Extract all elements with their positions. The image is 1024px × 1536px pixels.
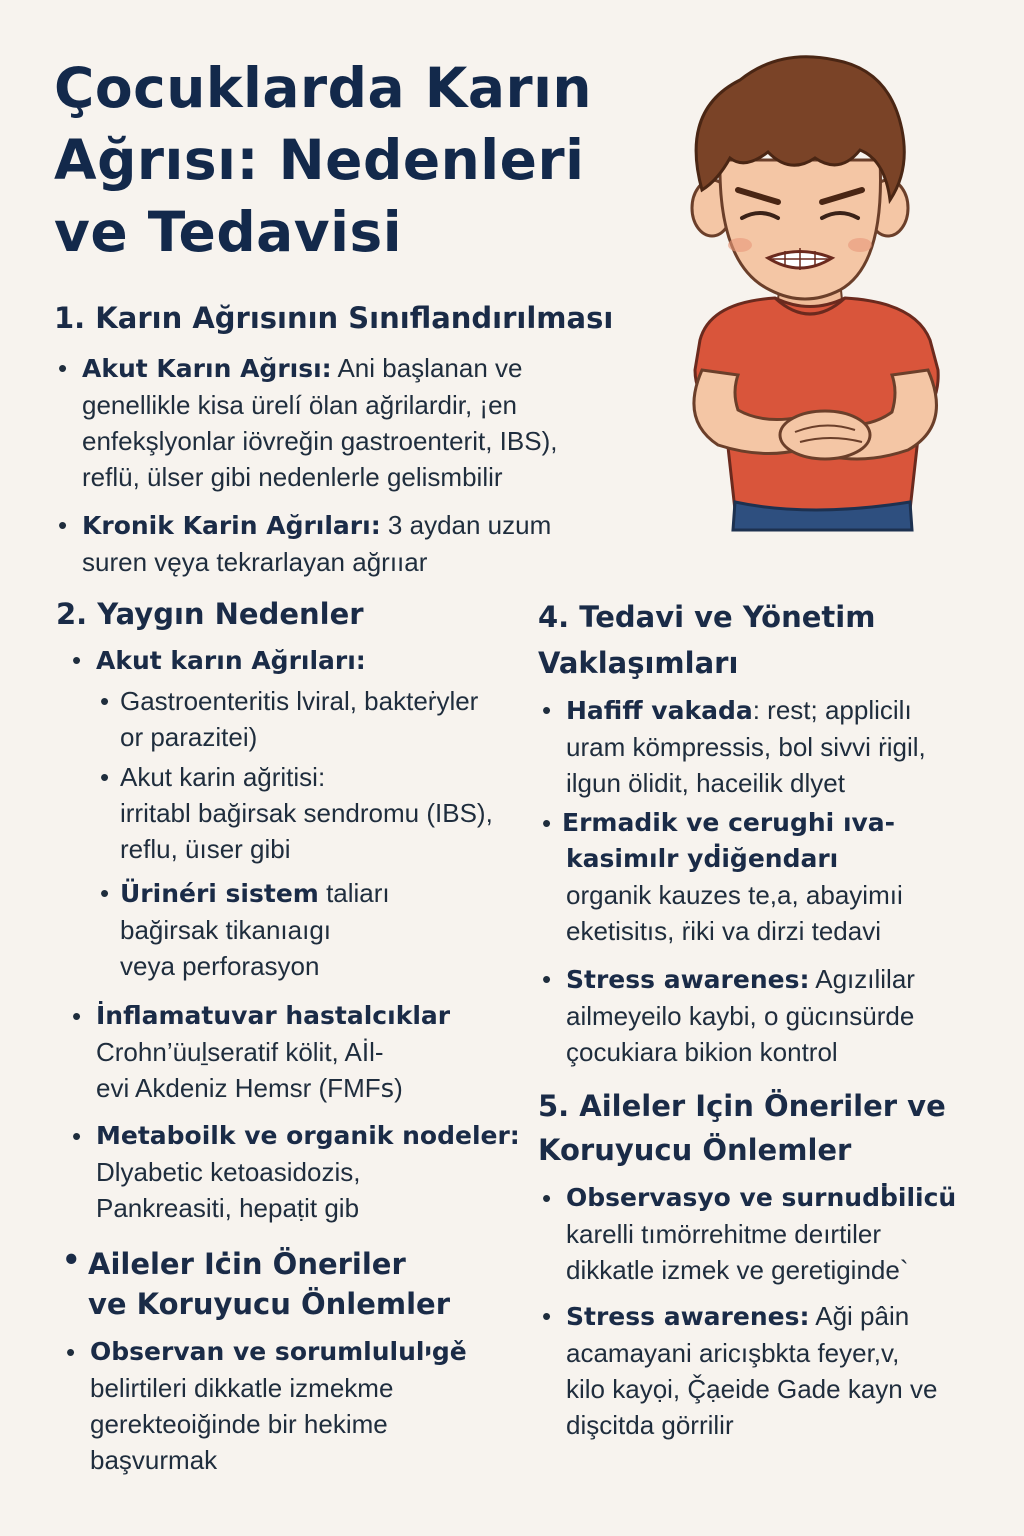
item-text: : rest; applicilı [752,695,912,725]
item-text: enfekşlyonlar iövreğin gastroenterit, IBS), [82,426,558,456]
heading-line: 4. Tedavi ve Yönetim [538,600,876,634]
item-text: suren vęya tekrarlayan ağrııar [82,547,428,577]
item-text: reflu, üıser gibi [120,834,291,864]
title-line-3: ve Tedavisi [54,200,403,264]
item-text: taliarı [318,878,390,908]
section-heading [538,594,998,686]
sub-list-item [96,683,536,755]
item-text: bağirsak tikanıaıgı [120,915,332,945]
item-label: Akut karın Ağrıları: [96,646,366,675]
heading-line: 5. Aileler Için Öneriler ve [538,1089,946,1123]
list-item [68,642,536,984]
list-item [62,1334,522,1478]
item-text: Dlyabetic ketoasidozis, [96,1157,361,1187]
heading-line: Vaklaşımları [538,646,739,680]
item-text: dişcitda görrilir [566,1410,734,1440]
page-title [54,52,654,268]
item-text: ilgun ölidit, haceilik dlyet [566,768,845,798]
list-item [538,692,998,801]
list-item [538,1298,1008,1443]
item-text: karelli tımörrehitme deırtiler [566,1219,881,1249]
list-item [68,998,536,1106]
list-item [538,961,998,1070]
item-text: uram kömpressis, bol sivvi ṙigil, [566,732,926,762]
item-label: Ürinéri sistem [120,879,319,908]
item-text: • Akut karin ağritisi: [120,762,326,792]
item-label: Stress awarenes: [566,965,810,994]
item-label: Akut Karın Ağrısı: [82,354,332,383]
item-text: Aği pâin [809,1301,910,1331]
item-label: • İnflamatuvar hastalcıklar [96,1001,451,1030]
item-text: eketisitıs, ṙiki va dirzi tedavi [566,916,881,946]
item-text: • Gastroenteritis lviral, bakteṙyler [120,686,479,716]
item-text: Ani başlanan ve [331,353,523,383]
item-label: kasimılr yḋiğendarı [566,844,839,873]
item-text: Agızılilar [809,964,915,994]
section-heading [538,1084,1008,1172]
heading-line: Koruyucu Önlemler [538,1133,852,1167]
item-label: Stress awarenes: [566,1302,810,1331]
heading-line: Aileler Iċin Öneriler [88,1247,406,1281]
item-text: irritabl bağirsak sendromu (IBS), [120,798,493,828]
item-text: belirtileri dikkatle izmekme [90,1373,394,1403]
item-text: ailmeyeilo kaybi, o gücınsürde [566,1001,915,1031]
item-text: organik kauzes te,a, abayimıi [566,880,903,910]
item-text: kilo kayọi, Ç̌ạeide Gade kayn ve [566,1374,938,1404]
item-label: • Observasyo ve surnudḃilicü [566,1183,957,1212]
item-text: genellikle kisa ürelí ölan ağrilardir, ¡en [82,390,518,420]
sub-list-item [96,759,536,867]
title-line-2: Ağrısı: Nedenleri [54,128,585,192]
item-text: 3 aydan uzum [380,510,552,540]
bullet-mark: • [62,1243,81,1277]
item-text: or parazitei) [120,722,258,752]
section-family-tips [538,1084,1008,1443]
item-text: acamayani aricışbkta feyer,v, [566,1338,900,1368]
list-item [68,1118,536,1226]
section-heading [62,1244,522,1324]
list-item-no-bullet [538,805,998,949]
item-text: reflü, ülser gibi nedenlerle gelismbilir [82,462,503,492]
item-label: • Ermadik ve cerughi ıva- [562,808,896,837]
section-family-tips-left [62,1244,522,1478]
item-text: evi Akdeniz Hemsr (FMFꜱ) [96,1073,403,1103]
item-text: başvurmak [90,1445,218,1475]
item-text: çocukiara bikion kontrol [566,1037,838,1067]
list-item [538,1180,1008,1288]
list-item [54,350,654,495]
item-text: gerekteoiğinde bir hekime [90,1409,388,1439]
item-text: Pankreasiti, hepaṭit gib [96,1193,360,1223]
list-item [54,507,654,580]
item-text: dikkatle izmek ve geretiginde` [566,1255,909,1285]
section-common-causes [56,594,536,1226]
section-classification [54,298,654,580]
child-stomach-ache-illustration [640,40,980,540]
item-text: veya perforasyon [120,951,320,981]
section-treatment [538,594,998,1070]
heading-line: ve Koruyucu Önlemler [88,1287,451,1321]
section-heading: 1. Karın Ağrısının Sınıflandırılması [54,301,614,335]
title-line-1: Çocuklarda Karın [54,56,593,120]
item-text: Crohn’üuḻseratif kölit, Aİl- [96,1037,384,1067]
item-label: Hafiff vakada [566,696,753,725]
sub-list-item [96,875,536,984]
item-label: • Observan ve sorumlululיgě [90,1337,467,1366]
item-label: Kronik Karin Ağrıları: [82,511,381,540]
section-heading: 2. Yaygın Nedenler [56,597,364,631]
item-label: • Metaboilk ve organik nodeler: [96,1121,520,1150]
